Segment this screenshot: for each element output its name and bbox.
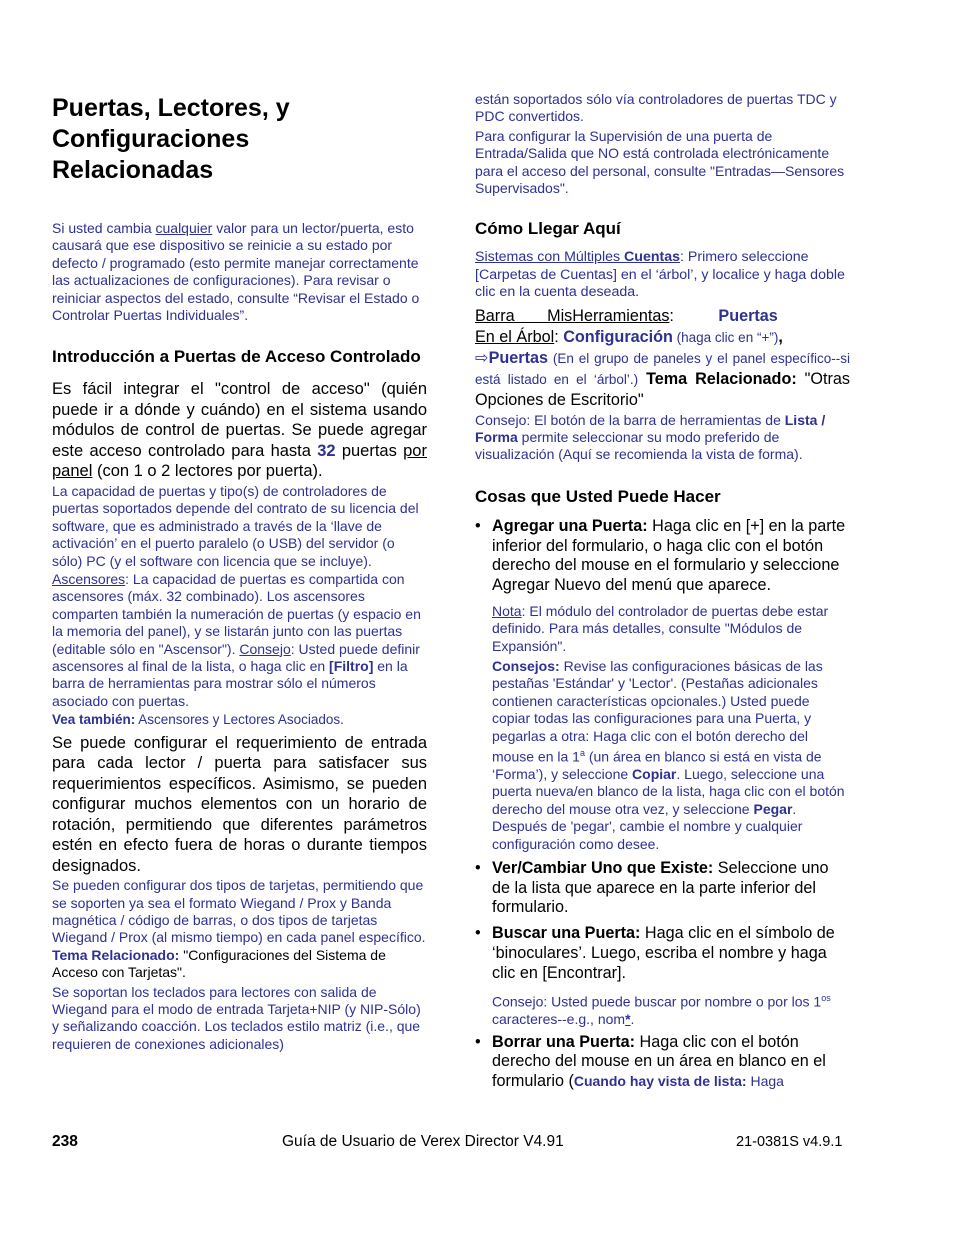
list-item: • Ver/Cambiar Uno que Existe: Seleccione uno de la lista que aparece en la parte inferior del formulario. [475,859,829,917]
controllers-note: están soportados sólo vía controladores de puertas TDC y PDC convertidos. [475,91,837,125]
item-tips: Consejos: Revise las configuraciones básicas de las pestañas 'Estándar' y 'Lector'. (Pestañas adicionales contienen características opcionales.) Usted puede copiar todas las configuraciones para una Puerta, y pegarlas a otra: Haga clic con el botón derecho del mouse en la 1$^a$ (un área en blanco si está en vista de ‘Forma’), y seleccione Copiar. Luego, seleccione una puerta nueva/en blanco de la lista, haga clic con el botón derecho del mouse otra vez, y seleccione Pegar. Después de 'pegar', cambie el nombre y cualquier configuración como desee. [492,657,845,852]
keypads-note: Se soportan los teclados para lectores con salida de Wiegand para el modo de entrada Tarjeta+NIP (y NIP-Sólo) y señalizando coacción. Los teclados estilo matriz (i.e., que requieren de conexiones adicionales) [52,983,421,1052]
page-title: Puertas, Lectores, y Configuraciones Relacionadas [52,94,290,184]
section-heading-how: Cómo Llegar Aquí [475,219,621,239]
left-column [52,93,427,1053]
section-heading-things: Cosas que Usted Puede Hacer [475,486,721,506]
list-item: • Borrar una Puerta: Haga clic con el botón derecho del mouse en un área en blanco en el formulario (Cuando hay vista de lista: Haga [475,1032,826,1091]
intro-paragraph: Es fácil integrar el "control de acceso" (quién puede ir a dónde y cuándo) en el sistema usando módulos de control de puertas. Se puede agregar este acceso controlado para hasta 32 puertas por panel (con 1 o 2 lectores por puerta). [52,380,427,481]
footer-doc-code: 21-0381S v4.9.1 [736,1134,843,1150]
item-note: Nota: El módulo del controlador de puertas debe estar definido. Para más detalles, consulte "Módulos de Expansión". [492,602,829,654]
see-also-note: Vea también: Ascensores y Lectores Asociados. [52,712,344,728]
list-item: • Agregar una Puerta: Haga clic en [+] en la parte inferior del formulario, o haga clic con el botón derecho del mouse en el formulario y seleccione Agregar Nuevo del menú que aparece. Nota: El módulo del controlador de puertas debe estar definido. Para más detalles, consulte "Módulos de Expansión". Consejos: Revise las configuraciones básicas de las pestañas 'Estándar' y 'Lector'. (Pestañas adicionales contienen características opcionales.) Usted puede copiar todas las configuraciones para una Puerta, y pegarlas a otra: Haga clic con el botón derecho del mouse en la 1$^a$ (un área en blanco si está en vista de ‘Forma’), y seleccione Copiar. Luego, seleccione una puerta nueva/en blanco de la lista, haga clic con el botón derecho del mouse otra vez, y seleccione Pegar. Después de 'pegar', cambie el nombre y cualquier configuración como desee. [475,517,850,853]
list-item: • Buscar una Puerta: Haga clic en el símbolo de ‘binoculares’. Luego, escriba el nombre y haga clic en [Encontrar]. Consejo: Usted puede buscar por nombre o por los $1^{os}$ caracteres--e.g., nom*. [475,924,850,1029]
item-note: Consejo: Usted puede buscar por nombre o por los $1^{os}$ caracteres--e.g., nom*. [492,993,831,1028]
arrow-right-icon: ⇨ [475,348,489,367]
multi-account-path: Sistemas con Múltiples Cuentas: Primero seleccione [Carpetas de Cuentas] en el ‘árbol’, y localice y haga doble clic en la cuenta deseada. [475,249,845,301]
toolbar-path: Barra MisHerramientas: Puertas En el Árbol: Configuración (haga clic en “+”), ⇨Puertas (En el grupo de paneles y el panel específico--si está listado en el ‘árbol’.) Tema Relacionado: "Otras Opciones de Escritorio" [475,306,850,409]
bullet-icon: • [475,1032,481,1051]
intro-note: Si usted cambia cualquier valor para un lector/puerta, esto causará que ese dispositivo se reinicie a su estado por defecto / programado (esto permite manejar correctamente las actualizaciones de configuraciones). Para revisar o reiniciar aspectos del estado, consulte “Revisar el Estado o Controlar Puertas Individuales”. [52,220,420,324]
supervision-note: Para configurar la Supervisión de una puerta de Entrada/Salida que NO está controlada electrónicamente para el acceso del personal, consulte "Entradas—Sensores Supervisados". [475,127,845,197]
right-column [475,91,850,1092]
requirements-paragraph: Se puede configurar el requerimiento de entrada para cada lector / puerta para satisfacer sus requerimientos específicos. Asimismo, se pueden configurar muchos elementos con un horario de rotación, permitiendo que diferentes parámetros estén en efecto fuera de horas o durante tiempos designados. [52,733,427,875]
bullet-icon: • [475,859,481,878]
footer-title: Guía de Usuario de Verex Director V4.91 [282,1133,564,1150]
actions-list [475,517,850,1092]
section-heading-intro: Introducción a Puertas de Acceso Controlado [52,347,421,367]
puertas-link-2[interactable]: Puertas [488,348,548,367]
bullet-icon: • [475,516,481,535]
bullet-icon: • [475,924,481,943]
list-form-tip: Consejo: El botón de la barra de herramientas de Lista / Forma permite seleccionar su modo preferido de visualización (Aquí se recomienda la vista de forma). [475,411,826,463]
page-number: 238 [52,1133,78,1150]
elevators-note: Ascensores: La capacidad de puertas es compartida con ascensores (máx. 32 combinado). Los ascensores comparten también la numeración de puertas (y espacio en la memoria del panel), y se listarán junto con las puertas (editable sólo en "Ascensor"). Consejo: Usted puede definir ascensores al final de la lista, o haga clic en [Filtro] en la barra de herramientas para mostrar sólo el números asociado con puertas. [52,570,421,709]
puertas-link[interactable]: Puertas [718,306,778,325]
license-note: La capacidad de puertas y tipo(s) de controladores de puertas soportados depende del contrato de su licencia del software, que es administrado a través de la ‘llave de activación’ en el puerto paralelo (o USB) del servidor (o sólo) PC (y el software con licencia que se incluye). [52,482,419,569]
card-types-note: Se pueden configurar dos tipos de tarjetas, permitiendo que se soporten ya sea el formato Wiegand / Prox y Banda magnética / código de barras, o dos tipos de tarjetas Wiegand / Prox (al mismo tiempo) en cada panel específico. Tema Relacionado: "Configuraciones del Sistema de Acceso con Tarjetas". [52,877,426,981]
configuracion-link[interactable]: Configuración [563,327,673,346]
